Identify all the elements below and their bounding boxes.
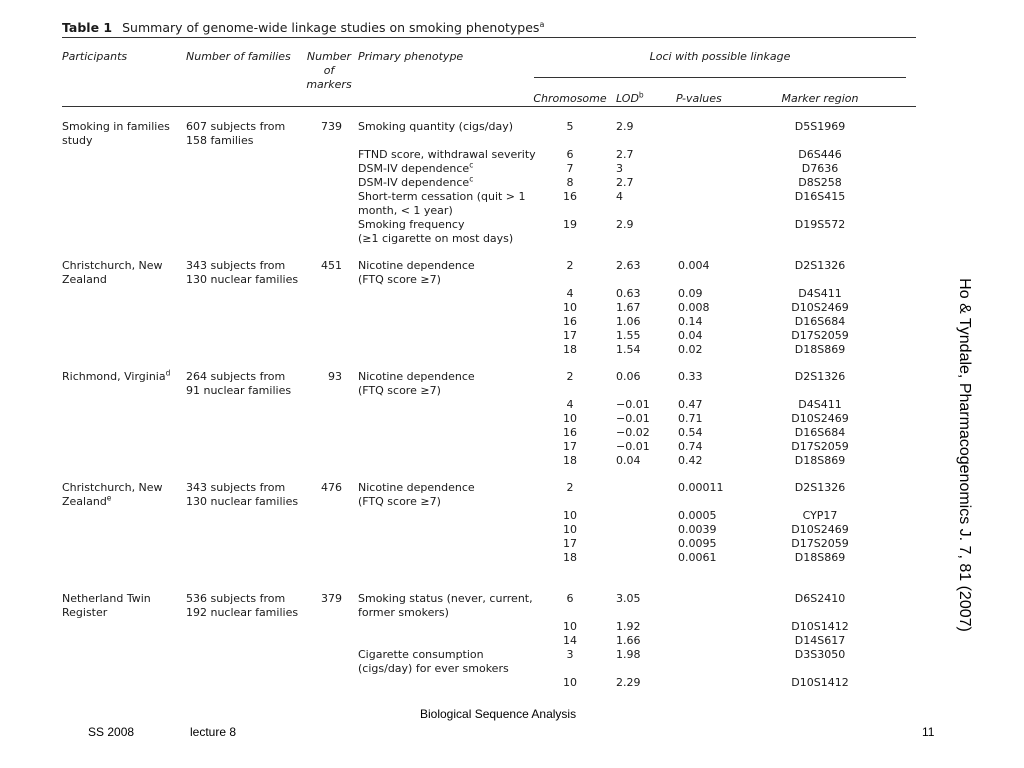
marker-region-cell: D2S1326 xyxy=(794,481,846,494)
header-loci-with-possible-linkage: Loci with possible linkage xyxy=(649,50,791,63)
phenotype-cell-text: DSM-IV dependence xyxy=(358,162,470,175)
marker-region-cell: D2S1326 xyxy=(794,370,846,383)
participants-cell-footnote-mark: d xyxy=(165,368,171,378)
marker-region-cell: CYP17 xyxy=(802,509,838,522)
marker-region-cell: D19S572 xyxy=(794,218,846,231)
lod-cell: −0.01 xyxy=(616,398,650,411)
lod-cell: −0.01 xyxy=(616,412,650,425)
chromosome-cell: 6 xyxy=(566,148,574,161)
marker-region-cell: D16S415 xyxy=(794,190,846,203)
participants-cell: Christchurch, New Zealand xyxy=(62,259,163,286)
families-cell: 343 subjects from 130 nuclear families xyxy=(186,481,299,508)
loci-subheader-rule xyxy=(534,77,906,78)
marker-region-cell: D18S869 xyxy=(794,343,846,356)
marker-region-cell: D7636 xyxy=(801,162,839,175)
marker-region-cell: D10S1412 xyxy=(791,676,849,689)
phenotype-cell: Short-term cessation (quit > 1 month, < 1 year) xyxy=(358,190,526,217)
chromosome-cell: 10 xyxy=(563,523,577,536)
chromosome-cell: 10 xyxy=(563,620,577,633)
lod-cell: 1.98 xyxy=(616,648,641,661)
phenotype-cell: Smoking frequency (≥1 cigarette on most days) xyxy=(358,218,514,245)
p-value-cell: 0.00011 xyxy=(678,481,724,494)
lod-cell: 0.06 xyxy=(616,370,641,383)
p-value-cell: 0.54 xyxy=(678,426,703,439)
p-value-cell: 0.33 xyxy=(678,370,703,383)
phenotype-cell-footnote-mark: c xyxy=(469,174,474,184)
families-cell: 264 subjects from 91 nuclear families xyxy=(186,370,292,397)
markers-count-cell: 379 xyxy=(321,592,342,605)
marker-region-cell: D10S2469 xyxy=(791,412,849,425)
phenotype-cell: Nicotine dependence (FTQ score ≥7) xyxy=(358,259,475,286)
marker-region-cell: D4S411 xyxy=(798,287,842,300)
chromosome-cell: 16 xyxy=(563,426,577,439)
chromosome-cell: 6 xyxy=(566,592,574,605)
marker-region-cell: D2S1326 xyxy=(794,259,846,272)
p-value-cell: 0.004 xyxy=(678,259,710,272)
header-number-of-families: Number of families xyxy=(186,50,291,63)
marker-region-cell: D18S869 xyxy=(794,454,846,467)
markers-count-cell: 93 xyxy=(328,370,342,383)
footer-course: SS 2008 xyxy=(88,725,135,739)
phenotype-cell: Cigarette consumption (cigs/day) for ever smokers xyxy=(358,648,509,675)
lod-cell: 1.55 xyxy=(616,329,641,342)
marker-region-cell: D16S684 xyxy=(794,315,846,328)
table-title xyxy=(62,20,544,35)
chromosome-cell: 10 xyxy=(563,301,577,314)
p-value-cell: 0.71 xyxy=(678,412,703,425)
marker-region-cell: D6S446 xyxy=(798,148,842,161)
chromosome-cell: 18 xyxy=(563,454,577,467)
p-value-cell: 0.008 xyxy=(678,301,710,314)
header-primary-phenotype: Primary phenotype xyxy=(358,50,464,63)
phenotype-cell: Nicotine dependence (FTQ score ≥7) xyxy=(358,370,475,397)
chromosome-cell: 19 xyxy=(563,218,577,231)
header-p-values: P-values xyxy=(676,92,722,105)
marker-region-cell: D17S2059 xyxy=(791,329,849,342)
phenotype-cell: Smoking quantity (cigs/day) xyxy=(358,120,513,133)
families-cell: 536 subjects from 192 nuclear families xyxy=(186,592,299,619)
chromosome-cell: 5 xyxy=(566,120,574,133)
participants-cell-footnote-mark: e xyxy=(106,493,112,503)
lod-cell: 2.63 xyxy=(616,259,641,272)
marker-region-cell: D3S3050 xyxy=(794,648,846,661)
chromosome-cell: 3 xyxy=(566,648,574,661)
families-cell: 607 subjects from 158 families xyxy=(186,120,286,147)
chromosome-cell: 17 xyxy=(563,440,577,453)
lod-cell: 2.9 xyxy=(616,120,634,133)
participants-cell-text: Richmond, Virginia xyxy=(62,370,166,383)
markers-count-cell: 739 xyxy=(321,120,342,133)
marker-region-cell: D17S2059 xyxy=(791,440,849,453)
marker-region-cell: D4S411 xyxy=(798,398,842,411)
header-bottom-rule xyxy=(62,106,916,107)
participants-cell: Netherland Twin Register xyxy=(62,592,151,619)
marker-region-cell: D16S684 xyxy=(794,426,846,439)
lod-cell: 1.66 xyxy=(616,634,641,647)
lod-cell: 2.9 xyxy=(616,218,634,231)
phenotype-cell: FTND score, withdrawal severity xyxy=(358,148,536,161)
chromosome-cell: 7 xyxy=(566,162,574,175)
chromosome-cell: 18 xyxy=(563,343,577,356)
chromosome-cell: 10 xyxy=(563,509,577,522)
chromosome-cell: 16 xyxy=(563,315,577,328)
footer-page-number: 11 xyxy=(922,725,935,739)
lod-cell: −0.01 xyxy=(616,440,650,453)
markers-count-cell: 476 xyxy=(321,481,342,494)
lod-cell: 1.92 xyxy=(616,620,641,633)
header-chromosome: Chromosome xyxy=(533,92,607,105)
marker-region-cell: D14S617 xyxy=(794,634,846,647)
p-value-cell: 0.0095 xyxy=(678,537,717,550)
table-title-text: Summary of genome-wide linkage studies on smoking phenotypes xyxy=(122,20,540,36)
p-value-cell: 0.47 xyxy=(678,398,703,411)
p-value-cell: 0.02 xyxy=(678,343,703,356)
lod-cell: 3 xyxy=(616,162,623,175)
lod-cell: 1.67 xyxy=(616,301,641,314)
footer-lecture: lecture 8 xyxy=(190,725,237,739)
chromosome-cell: 4 xyxy=(566,287,574,300)
lod-cell: 3.05 xyxy=(616,592,641,605)
marker-region-cell: D6S2410 xyxy=(794,592,846,605)
marker-region-cell: D8S258 xyxy=(798,176,842,189)
phenotype-cell-footnote-mark: c xyxy=(469,160,474,170)
lod-cell: 2.7 xyxy=(616,176,634,189)
chromosome-cell: 16 xyxy=(563,190,577,203)
marker-region-cell: D5S1969 xyxy=(794,120,846,133)
lod-cell: −0.02 xyxy=(616,426,650,439)
header-participants: Participants xyxy=(62,50,128,63)
phenotype-cell-text: DSM-IV dependence xyxy=(358,176,470,189)
phenotype-cell: Nicotine dependence (FTQ score ≥7) xyxy=(358,481,475,508)
table-title-footnote-mark: a xyxy=(539,20,545,29)
p-value-cell: 0.09 xyxy=(678,287,703,300)
p-value-cell: 0.14 xyxy=(678,315,703,328)
chromosome-cell: 18 xyxy=(563,551,577,564)
p-value-cell: 0.74 xyxy=(678,440,703,453)
header-lod xyxy=(616,92,644,106)
citation-text: Ho & Tyndale, Pharmacogenomics J. 7, 81 (2007) xyxy=(956,278,973,632)
chromosome-cell: 2 xyxy=(566,481,574,494)
p-value-cell: 0.42 xyxy=(678,454,703,467)
chromosome-cell: 2 xyxy=(566,259,574,272)
marker-region-cell: D10S2469 xyxy=(791,301,849,314)
header-lod-footnote-mark: b xyxy=(638,90,644,100)
lod-cell: 0.63 xyxy=(616,287,641,300)
phenotype-cell: Smoking status (never, current, former smokers) xyxy=(358,592,533,619)
chromosome-cell: 2 xyxy=(566,370,574,383)
participants-cell-text: Christchurch, New Zealand xyxy=(62,481,163,508)
chromosome-cell: 17 xyxy=(563,537,577,550)
header-lod-text: LOD xyxy=(616,92,639,105)
marker-region-cell: D17S2059 xyxy=(791,537,849,550)
table-number: Table 1 xyxy=(62,20,113,36)
chromosome-cell: 14 xyxy=(563,634,577,647)
chromosome-cell: 10 xyxy=(563,412,577,425)
p-value-cell: 0.04 xyxy=(678,329,703,342)
phenotype-cell xyxy=(358,162,473,176)
families-cell: 343 subjects from 130 nuclear families xyxy=(186,259,299,286)
chromosome-cell: 8 xyxy=(566,176,574,189)
marker-region-cell: D18S869 xyxy=(794,551,846,564)
participants-cell: Smoking in families study xyxy=(62,120,170,147)
p-value-cell: 0.0061 xyxy=(678,551,717,564)
footer-subject: Biological Sequence Analysis xyxy=(420,707,577,721)
chromosome-cell: 17 xyxy=(563,329,577,342)
lod-cell: 1.54 xyxy=(616,343,641,356)
p-value-cell: 0.0039 xyxy=(678,523,717,536)
lod-cell: 0.04 xyxy=(616,454,641,467)
chromosome-cell: 10 xyxy=(563,676,577,689)
header-marker-region: Marker region xyxy=(781,92,859,105)
marker-region-cell: D10S1412 xyxy=(791,620,849,633)
participants-cell xyxy=(62,370,170,384)
header-number-of-markers: Number of markers xyxy=(306,50,352,91)
chromosome-cell: 4 xyxy=(566,398,574,411)
lod-cell: 1.06 xyxy=(616,315,641,328)
markers-count-cell: 451 xyxy=(321,259,342,272)
top-rule xyxy=(62,37,916,38)
p-value-cell: 0.0005 xyxy=(678,509,717,522)
lod-cell: 4 xyxy=(616,190,623,203)
phenotype-cell xyxy=(358,176,473,190)
participants-cell xyxy=(62,481,163,509)
lod-cell: 2.7 xyxy=(616,148,634,161)
lod-cell: 2.29 xyxy=(616,676,641,689)
marker-region-cell: D10S2469 xyxy=(791,523,849,536)
